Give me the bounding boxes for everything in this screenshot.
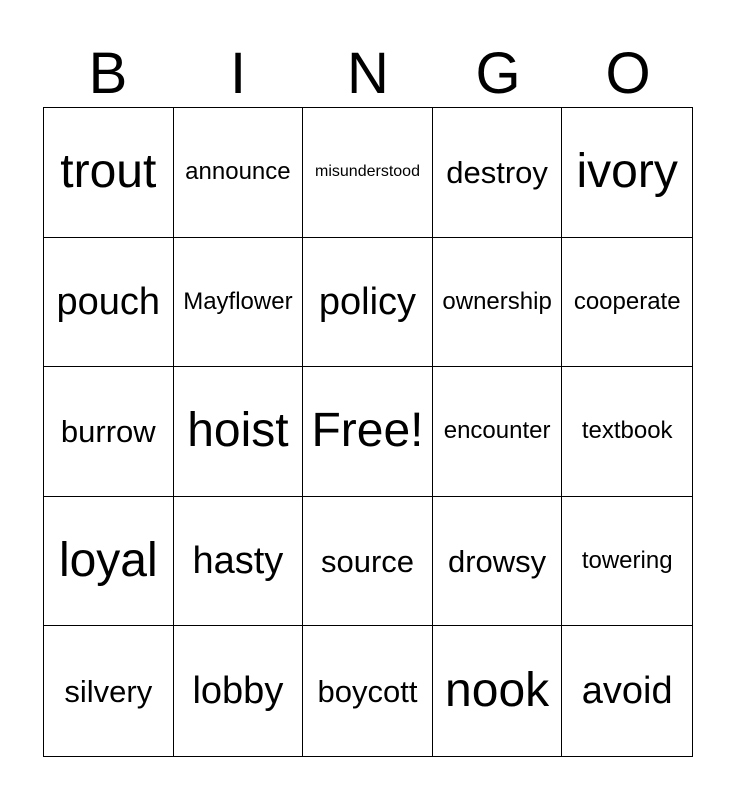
bingo-cell[interactable]: boycott [303, 626, 433, 756]
bingo-cell[interactable]: loyal [44, 497, 174, 627]
bingo-cell[interactable]: lobby [174, 626, 304, 756]
bingo-board [43, 107, 693, 757]
bingo-cell[interactable]: Mayflower [174, 238, 304, 368]
bingo-cell[interactable]: towering [562, 497, 692, 627]
bingo-cell[interactable]: encounter [433, 367, 563, 497]
bingo-cell[interactable]: silvery [44, 626, 174, 756]
bingo-cell[interactable]: nook [433, 626, 563, 756]
bingo-cell[interactable]: ivory [562, 108, 692, 238]
bingo-cell[interactable]: pouch [44, 238, 174, 368]
bingo-cell[interactable]: drowsy [433, 497, 563, 627]
bingo-cell[interactable]: cooperate [562, 238, 692, 368]
bingo-header [43, 40, 693, 108]
bingo-cell[interactable]: hoist [174, 367, 304, 497]
bingo-cell[interactable]: source [303, 497, 433, 627]
bingo-cell[interactable]: policy [303, 238, 433, 368]
bingo-cell[interactable]: destroy [433, 108, 563, 238]
bingo-cell[interactable]: textbook [562, 367, 692, 497]
bingo-cell[interactable]: misunderstood [303, 108, 433, 238]
bingo-cell[interactable]: trout [44, 108, 174, 238]
bingo-cell[interactable]: announce [174, 108, 304, 238]
bingo-cell[interactable]: hasty [174, 497, 304, 627]
header-letter-n: N [347, 41, 389, 106]
bingo-cell[interactable]: ownership [433, 238, 563, 368]
free-space-cell[interactable]: Free! [303, 367, 433, 497]
bingo-cell[interactable]: avoid [581, 670, 673, 713]
header-letter-o: O [605, 41, 651, 106]
header-letter-i: I [229, 41, 247, 106]
bingo-cell[interactable]: burrow [44, 367, 174, 497]
header-letter-g: G [475, 41, 521, 106]
header-letter-b: B [88, 41, 128, 106]
